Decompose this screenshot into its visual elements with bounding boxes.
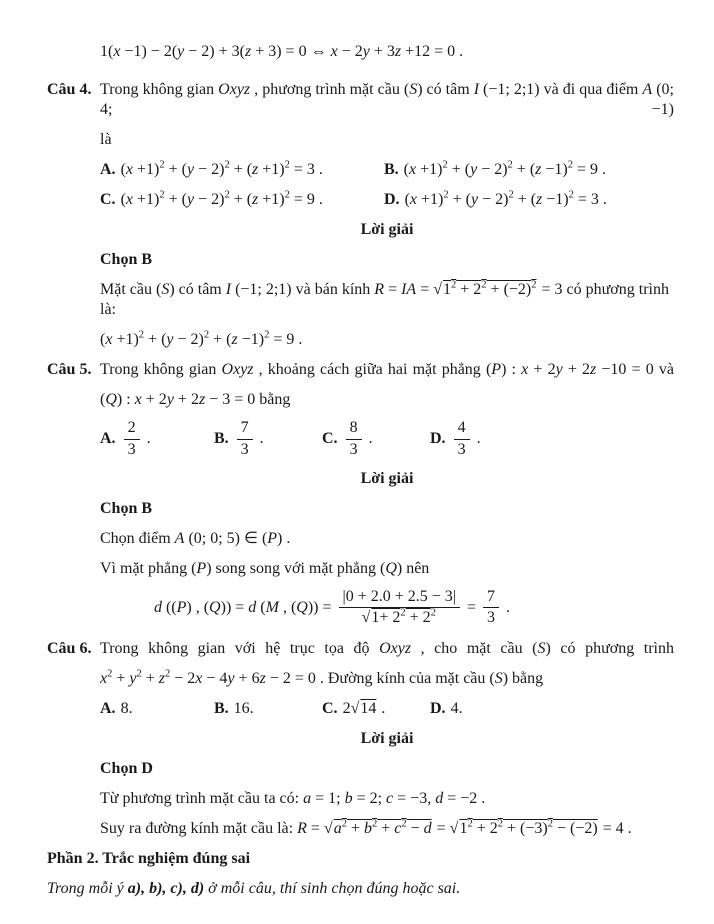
question-5-solution-header: Lời giải: [360, 469, 414, 487]
option-b-key: B.: [384, 161, 399, 178]
option-a-key: A.: [100, 700, 116, 718]
radical-sign: √: [449, 820, 459, 838]
question-4-option-b: [384, 160, 606, 180]
question-6-solution-line-2: Suy ra đường kính mặt cầu là: $R = √a^2 + b^2 + c^2 - d = √1^2 + 2^2 + (-3)^2 - (-2) = 4$ .: [100, 818, 632, 838]
part-2-title: Phần 2. Trắc nghiệm đúng sai: [47, 850, 251, 868]
question-6-body: [100, 639, 674, 849]
equation-line: 1(x −1) − 2(y − 2) + 3(z + 3) = 0 ⇔ x − 2y + 3z +12 = 0 .: [100, 43, 464, 60]
radical-sign: √: [361, 609, 371, 627]
radical-sign: √: [350, 700, 360, 718]
question-4-block: [47, 80, 674, 360]
question-6-label: Câu 6.: [47, 640, 92, 658]
question-6-options-row: [100, 699, 674, 719]
option-b-value: 16.: [233, 700, 254, 718]
question-5-option-d: [430, 420, 481, 459]
question-5-solution-line-1: Chọn điểm A (0; 0; 5) ∈ (P) .: [100, 529, 291, 547]
option-a-value: $\frac{2}{3}$ .: [121, 430, 151, 447]
option-d-value: $\frac{4}{3}$ .: [451, 430, 481, 447]
option-a-key: A.: [100, 429, 116, 447]
question-5-body: [100, 360, 674, 639]
question-4-label: Câu 4.: [47, 81, 92, 98]
option-b-key: B.: [214, 700, 229, 718]
question-4-options-row-2: [100, 190, 674, 210]
question-4-options-row-1: [100, 160, 674, 180]
question-4-solution-header: Lời giải: [360, 221, 414, 238]
question-5-option-a: [100, 420, 214, 459]
option-d-key: D.: [430, 429, 446, 447]
option-c-value: $(x +1)^2 + (y - 2)^2 + (z +1)^2 = 9$ .: [120, 189, 323, 208]
question-6-choice: Chọn D: [100, 760, 153, 778]
question-6-solution-header: Lời giải: [360, 730, 414, 748]
question-4-option-d: [384, 190, 607, 210]
option-a-value: $(x +1)^2 + (y - 2)^2 + (z +1)^2 = 3$ .: [120, 159, 323, 178]
question-4-option-a: [100, 160, 384, 180]
question-6-option-b: [214, 699, 322, 719]
option-c-value: $\frac{8}{3}$ .: [343, 430, 373, 447]
question-4-choice: Chọn B: [100, 251, 153, 268]
option-b-value: $(x +1)^2 + (y - 2)^2 + (z -1)^2 = 9$ .: [403, 159, 607, 178]
question-4-option-c: [100, 190, 384, 210]
question-4-solution-line-2: $(x +1)^2 + (y - 2)^2 + (z -1)^2 = 9$ .: [100, 329, 303, 348]
question-5-solution-line-2: Vì mặt phẳng (P) song song với mặt phẳng (Q) nên: [100, 559, 430, 577]
question-6-text-line-2: $x^2 + y^2 + z^2 - 2x - 4y + 6z - 2 = 0$ . Đường kính của mặt cầu (S) bằng: [100, 668, 544, 688]
radical-sign: √: [433, 281, 443, 298]
question-5-choice: Chọn B: [100, 499, 153, 517]
question-4-solution-line-1: Mặt cầu (S) có tâm I (−1; 2;1) và bán kính R = IA = $√1^2 + 2^2 + (-2)^2 = 3$ có phương trình là:: [100, 279, 669, 318]
question-6-solution-line-1: Từ phương trình mặt cầu ta có: a = 1; b = 2; c = −3, d = −2 .: [100, 790, 486, 808]
question-5-block: [47, 360, 674, 639]
option-a-value: 8.: [120, 700, 133, 718]
question-5-text-line-1: Trong không gian Oxyz , khoảng cách giữa hai mặt phẳng (P) : x + 2y + 2z −10 = 0 và: [100, 361, 675, 378]
question-4-text-line-1: Trong không gian Oxyz , phương trình mặt cầu (S) có tâm I (−1; 2;1) và đi qua điểm A (0; 4; −1): [100, 81, 675, 118]
question-4-text-line-2: là: [100, 131, 112, 148]
question-5-option-b: [214, 420, 322, 459]
question-5-text-line-2: (Q) : x + 2y + 2z − 3 = 0 bằng: [100, 391, 291, 408]
option-a-key: A.: [100, 161, 116, 178]
part-2-instruction: Trong mỗi ý a), b), c), d) ở mỗi câu, thí sinh chọn đúng hoặc sai.: [47, 880, 461, 898]
option-c-value: 2√14 .: [342, 700, 386, 718]
option-b-key: B.: [214, 429, 229, 447]
option-d-value: 4.: [450, 700, 463, 718]
question-6-option-c: [322, 699, 430, 719]
question-6-text-line-1: Trong không gian với hệ trục tọa độ Oxyz , cho mặt cầu (S) có phương trình: [100, 640, 675, 658]
question-5-option-c: [322, 420, 430, 459]
option-d-value: $(x +1)^2 + (y - 2)^2 + (z -1)^2 = 3$ .: [404, 189, 607, 208]
option-c-key: C.: [322, 700, 338, 718]
option-d-key: D.: [384, 191, 400, 208]
option-d-key: D.: [430, 700, 446, 718]
question-6-option-d: [430, 699, 463, 719]
question-5-options-row: [100, 420, 674, 459]
question-6-block: [47, 639, 674, 849]
radical-sign: √: [323, 820, 333, 838]
option-c-key: C.: [100, 191, 116, 208]
question-5-distance-formula: d ((P) , (Q)) = d (M , (Q)) = $\frac{|0 + 2.0 + 2.5 - 3|}{√1+ 2^2 + 2^2}$ = $\frac{7}{3}$ .: [153, 587, 511, 627]
option-c-key: C.: [322, 429, 338, 447]
question-4-body: [100, 80, 674, 360]
question-5-label: Câu 5.: [47, 361, 92, 378]
question-6-option-a: [100, 699, 214, 719]
option-b-value: $\frac{7}{3}$ .: [234, 430, 264, 447]
